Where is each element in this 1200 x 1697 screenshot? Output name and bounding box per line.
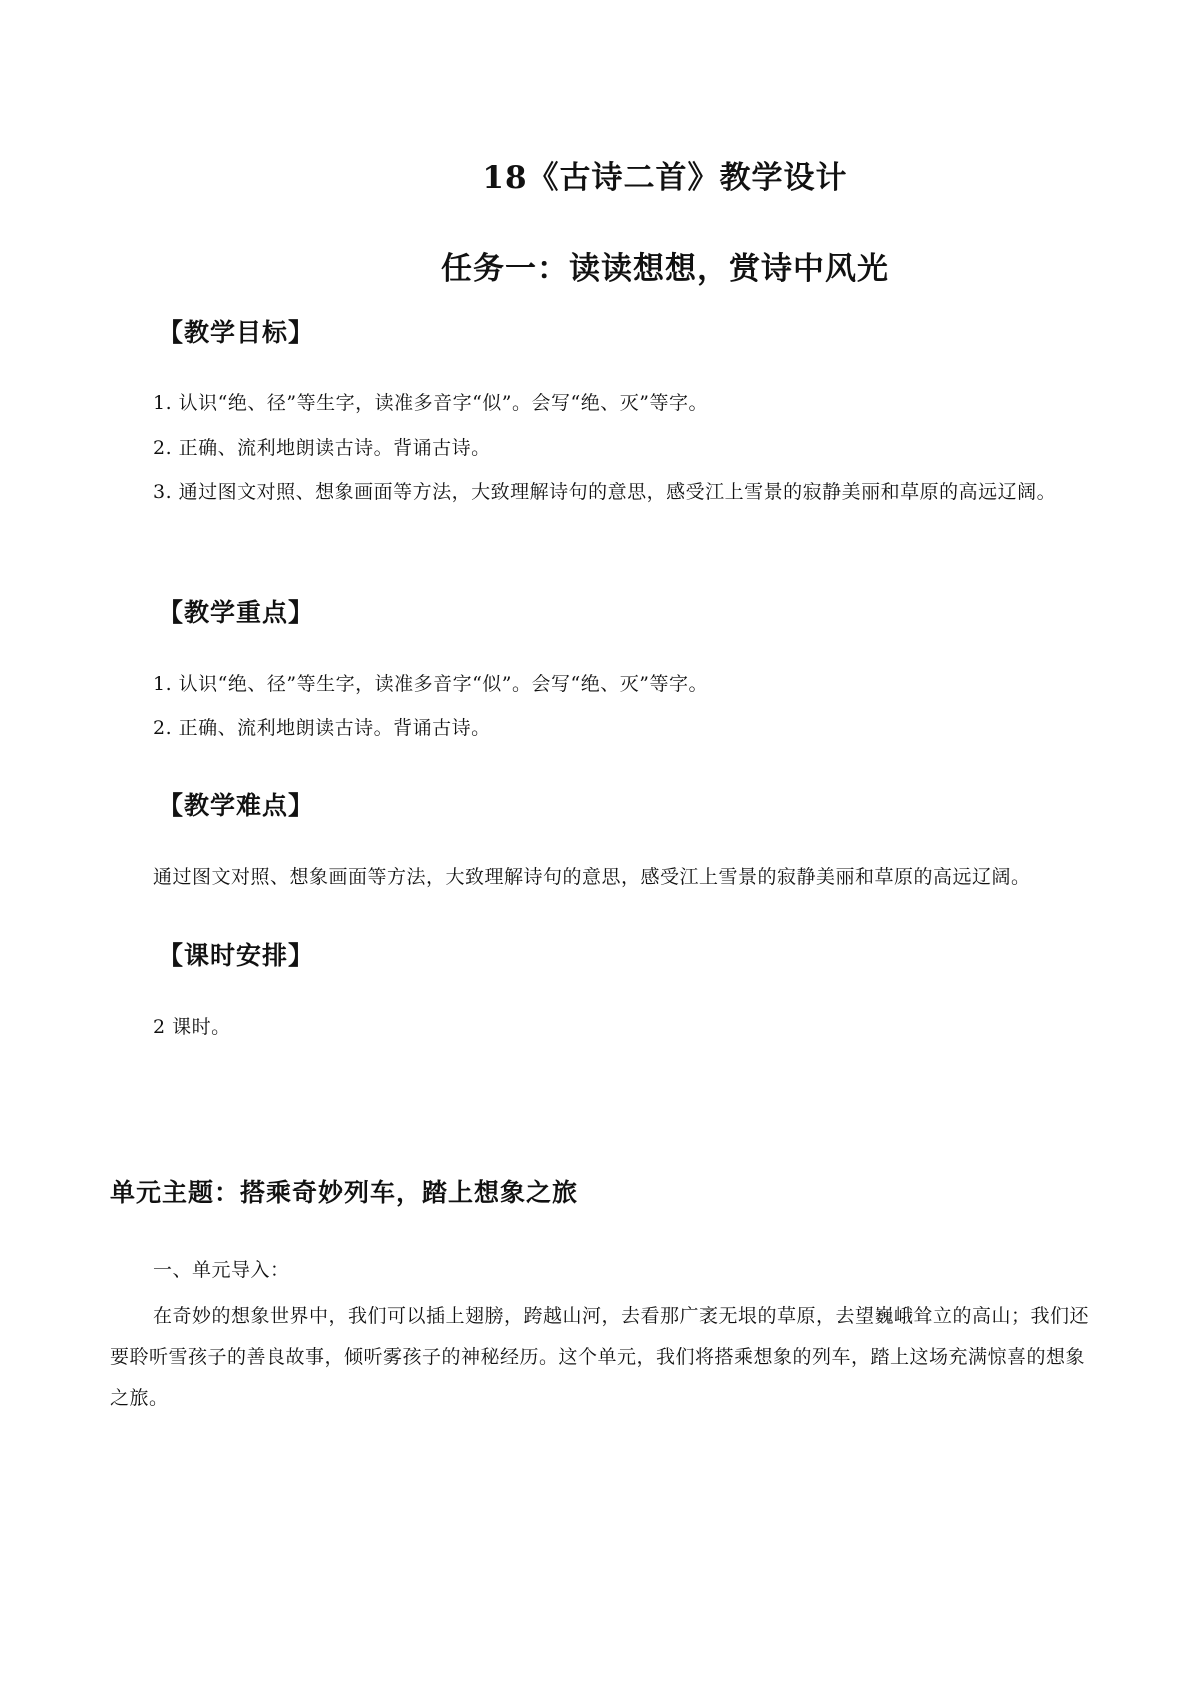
key-point-item-1: 1. 认识“绝、径”等生字，读准多音字“似”。会写“绝、灭”等字。 <box>153 673 708 695</box>
goal-item-1: 1. 认识“绝、径”等生字，读准多音字“似”。会写“绝、灭”等字。 <box>153 392 708 414</box>
key-point-item-2: 2. 正确、流利地朗读古诗。背诵古诗。 <box>153 717 491 739</box>
schedule-text: 2 课时。 <box>153 1016 231 1038</box>
schedule-heading: 【课时安排】 <box>158 941 315 970</box>
unit-intro-label: 一、单元导入： <box>153 1259 290 1281</box>
difficulties-text: 通过图文对照、想象画面等方法，大致理解诗句的意思，感受江上雪景的寂静美丽和草原的高远辽阔。 <box>153 866 1031 888</box>
difficulties-heading: 【教学难点】 <box>158 791 315 820</box>
goals-heading: 【教学目标】 <box>158 318 315 347</box>
key-points-heading: 【教学重点】 <box>158 598 315 627</box>
unit-intro-text: 在奇妙的想象世界中，我们可以插上翅膀，跨越山河，去看那广袤无垠的草原，去望巍峨耸立的高山；我们还要聆听雪孩子的善良故事，倾听雾孩子的神秘经历。这个单元，我们将搭乘想象的列车，踏上这场充满惊喜的想象之旅。 <box>110 1305 1090 1409</box>
goal-item-3: 3. 通过图文对照、想象画面等方法，大致理解诗句的意思，感受江上雪景的寂静美丽和草原的高远辽阔。 <box>153 481 1057 503</box>
unit-title: 单元主题：搭乘奇妙列车，踏上想象之旅 <box>110 1178 579 1207</box>
document-title: 18《古诗二首》教学设计 <box>482 160 848 196</box>
goal-item-2: 2. 正确、流利地朗读古诗。背诵古诗。 <box>153 437 491 459</box>
task-title: 任务一：读读想想，赏诗中风光 <box>441 251 889 287</box>
